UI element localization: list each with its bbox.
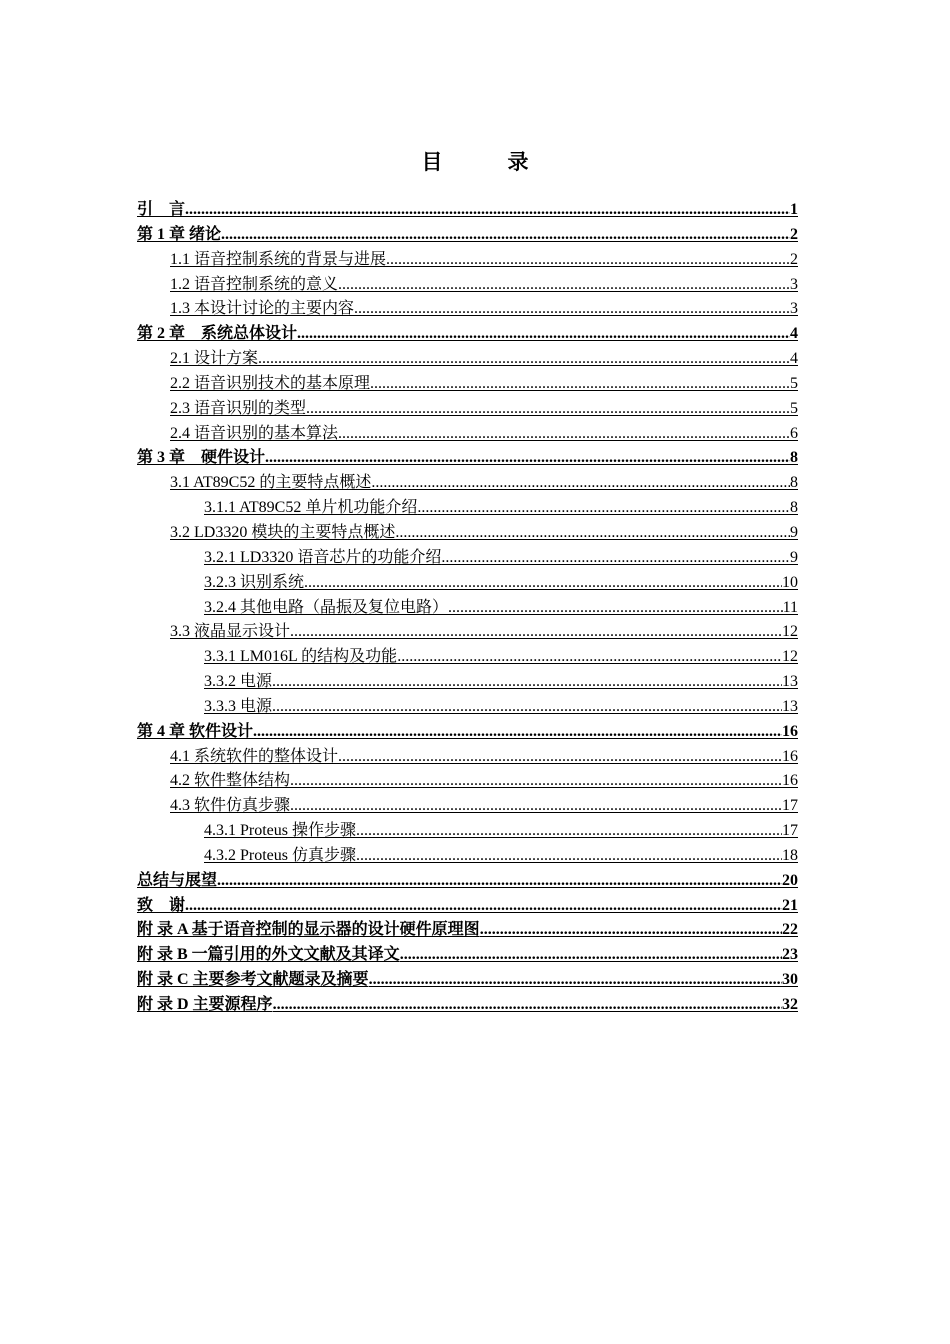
toc-entry-title: 总结与展望 [137, 871, 218, 889]
toc-entry-page-number: 5 [790, 374, 798, 392]
toc-entry-page-number: 12 [782, 648, 798, 666]
toc-dot-leader [185, 894, 782, 919]
toc-entry-title: 3.3.2 电源 [204, 673, 273, 691]
toc-dot-leader [258, 347, 790, 372]
toc-entry-title: 4.3.1 Proteus 操作步骤 [204, 822, 357, 840]
toc-entry[interactable] [137, 844, 798, 869]
toc-entry-title: 2.3 语音识别的类型 [170, 399, 307, 417]
toc-dot-leader [356, 844, 782, 869]
toc-entry-title: 3.1 AT89C52 的主要特点概述 [170, 474, 372, 492]
toc-entry-title: 附 录 B 一篇引用的外文文献及其译文 [137, 946, 400, 964]
toc-entry-page-number: 32 [782, 996, 798, 1013]
toc-entry-title: 2.2 语音识别技术的基本原理 [170, 374, 371, 392]
toc-dot-leader [272, 670, 782, 695]
toc-entry-title: 第 2 章 系统总体设计 [137, 325, 298, 343]
toc-entry-title: 3.3.1 LM016L 的结构及功能 [204, 648, 398, 666]
toc-entry[interactable] [137, 422, 798, 447]
toc-entry[interactable] [137, 223, 798, 248]
toc-entry-page-number: 16 [782, 747, 798, 765]
toc-entry[interactable] [137, 397, 798, 422]
toc-entry-title: 附 录 D 主要源程序 [137, 996, 273, 1013]
toc-entry[interactable] [137, 918, 798, 943]
toc-entry-title: 1.2 语音控制系统的意义 [170, 275, 339, 293]
toc-entry-title: 4.3 软件仿真步骤 [170, 797, 291, 815]
toc-dot-leader [480, 918, 782, 943]
toc-entry-page-number: 3 [790, 275, 798, 293]
toc-dot-leader [306, 397, 790, 422]
toc-entry[interactable] [137, 471, 798, 496]
toc-dot-leader [253, 720, 782, 745]
toc-entry-page-number: 23 [782, 946, 798, 964]
toc-entry-page-number: 9 [790, 548, 798, 566]
toc-dot-leader [356, 819, 782, 844]
toc-dot-leader [400, 943, 782, 968]
toc-dot-leader [297, 322, 790, 347]
toc-entry[interactable] [137, 297, 798, 322]
toc-entry-page-number: 21 [782, 896, 798, 914]
toc-entry-title: 3.3 液晶显示设计 [170, 623, 291, 641]
toc-entry-title: 第 4 章 软件设计 [137, 722, 254, 740]
toc-entry[interactable] [137, 695, 798, 720]
toc-entry[interactable] [137, 769, 798, 794]
toc-entry-page-number: 11 [782, 598, 798, 616]
toc-entry[interactable] [137, 248, 798, 273]
toc-entry-page-number: 20 [782, 871, 798, 889]
toc-entry-page-number: 2 [790, 225, 798, 243]
toc-entry-page-number: 13 [782, 673, 798, 691]
toc-entry[interactable] [137, 943, 798, 968]
toc-entry[interactable] [137, 521, 798, 546]
toc-entry-page-number: 4 [790, 325, 798, 343]
toc-entry-page-number: 8 [790, 449, 798, 467]
toc-dot-leader [338, 745, 782, 770]
toc-entry-page-number: 6 [790, 424, 798, 442]
toc-entry[interactable] [137, 670, 798, 695]
toc-entry[interactable] [137, 819, 798, 844]
toc-entry-page-number: 1 [790, 201, 798, 218]
toc-entry-title: 3.2.3 识别系统 [204, 573, 305, 591]
toc-entry[interactable] [137, 745, 798, 770]
toc-dot-leader [441, 546, 790, 571]
toc-entry-page-number: 2 [790, 250, 798, 268]
toc-dot-leader [370, 372, 790, 397]
toc-entry-page-number: 8 [790, 474, 798, 492]
toc-dot-leader [417, 496, 790, 521]
toc-entry-page-number: 9 [790, 523, 798, 541]
toc-dot-leader [273, 993, 782, 1018]
toc-dot-leader [272, 695, 782, 720]
toc-entry-page-number: 30 [782, 971, 798, 989]
toc-entry-page-number: 16 [782, 722, 798, 740]
toc-entry-page-number: 5 [790, 399, 798, 417]
toc-entry[interactable] [137, 794, 798, 819]
toc-dot-leader [371, 471, 790, 496]
toc-entry-page-number: 12 [782, 623, 798, 641]
toc-dot-leader [290, 620, 782, 645]
toc-entry[interactable] [137, 372, 798, 397]
toc-entry-page-number: 22 [782, 921, 798, 939]
toc-entry-page-number: 17 [782, 797, 798, 815]
toc-entry-title: 4.1 系统软件的整体设计 [170, 747, 339, 765]
toc-entry[interactable] [137, 446, 798, 471]
toc-dot-leader [338, 273, 790, 298]
toc-entry-title: 1.1 语音控制系统的背景与进展 [170, 250, 387, 268]
toc-entry-title: 附 录 C 主要参考文献题录及摘要 [137, 971, 369, 989]
toc-entry-title: 4.3.2 Proteus 仿真步骤 [204, 846, 357, 864]
toc-dot-leader [354, 297, 790, 322]
toc-dot-leader [290, 794, 782, 819]
toc-entry-title: 3.2 LD3320 模块的主要特点概述 [170, 523, 396, 541]
toc-dot-leader [338, 422, 790, 447]
toc-entry-page-number: 18 [782, 846, 798, 864]
toc-dot-leader [185, 198, 790, 223]
toc-dot-leader [369, 968, 782, 993]
toc-entry[interactable] [137, 571, 798, 596]
table-of-contents [137, 198, 798, 1018]
toc-entry-page-number: 16 [782, 772, 798, 790]
toc-entry[interactable] [137, 496, 798, 521]
toc-dot-leader [290, 769, 782, 794]
toc-entry-title: 3.3.3 电源 [204, 697, 273, 715]
toc-entry-title: 第 3 章 硬件设计 [137, 449, 266, 467]
toc-entry-title: 2.4 语音识别的基本算法 [170, 424, 339, 442]
toc-dot-leader [397, 645, 782, 670]
toc-entry[interactable] [137, 645, 798, 670]
toc-entry[interactable] [137, 546, 798, 571]
toc-entry-page-number: 4 [790, 350, 798, 368]
toc-entry[interactable] [137, 869, 798, 894]
toc-entry[interactable] [137, 347, 798, 372]
toc-entry-title: 致 谢 [137, 896, 186, 914]
toc-entry[interactable] [137, 894, 798, 919]
toc-entry[interactable] [137, 968, 798, 993]
toc-entry[interactable] [137, 596, 798, 621]
toc-entry-page-number: 17 [782, 822, 798, 840]
toc-entry-title: 1.3 本设计讨论的主要内容 [170, 300, 355, 318]
toc-entry-title: 3.1.1 AT89C52 单片机功能介绍 [204, 499, 418, 517]
toc-dot-leader [448, 596, 783, 621]
toc-dot-leader [217, 869, 782, 894]
toc-entry[interactable] [137, 322, 798, 347]
toc-dot-leader [304, 571, 782, 596]
toc-dot-leader [221, 223, 790, 248]
toc-entry-title: 第 1 章 绪论 [137, 225, 222, 243]
toc-entry-title: 4.2 软件整体结构 [170, 772, 291, 790]
toc-entry-page-number: 3 [790, 300, 798, 318]
toc-entry-title: 引 言 [137, 201, 186, 218]
toc-entry[interactable] [137, 273, 798, 298]
toc-entry-page-number: 10 [782, 573, 798, 591]
toc-entry[interactable] [137, 620, 798, 645]
toc-entry-title: 3.2.1 LD3320 语音芯片的功能介绍 [204, 548, 442, 566]
toc-entry-page-number: 13 [782, 697, 798, 715]
toc-entry[interactable] [137, 720, 798, 745]
toc-entry-title: 附 录 A 基于语音控制的显示器的设计硬件原理图 [137, 921, 480, 939]
toc-dot-leader [265, 446, 790, 471]
toc-entry-page-number: 8 [790, 499, 798, 517]
toc-title: 目 录 [421, 150, 551, 174]
toc-entry-title: 3.2.4 其他电路（晶振及复位电路） [204, 598, 449, 616]
toc-entry[interactable] [137, 993, 798, 1018]
toc-dot-leader [395, 521, 790, 546]
toc-entry-title: 2.1 设计方案 [170, 350, 259, 368]
toc-dot-leader [386, 248, 790, 273]
toc-entry[interactable] [137, 198, 798, 223]
